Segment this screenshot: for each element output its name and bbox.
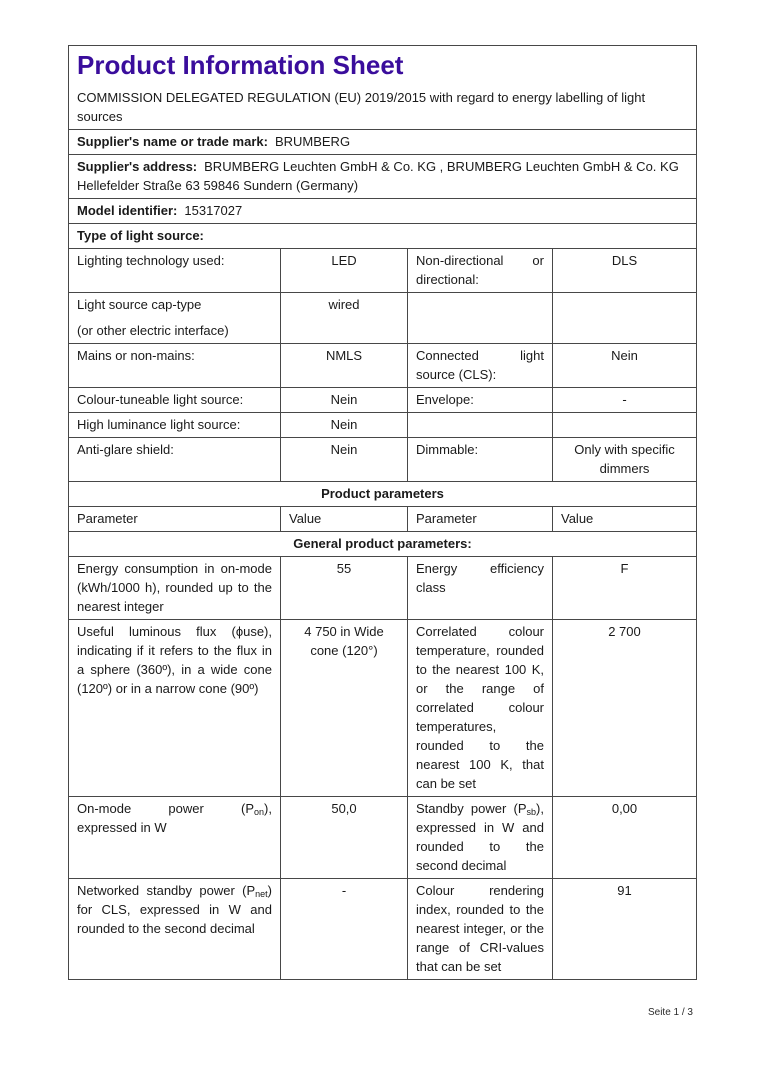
value-cell: 0,00 [553,797,697,879]
value-cell: Only with specific dimmers [553,438,697,482]
param-cell: Correlated colour temperature, rounded to the nearest 100 K, or the range of correlated colour temperatures, rounded to the nearest 100 K, that can be set [408,620,553,797]
supplier-name-label: Supplier's name or trade mark: [77,134,268,149]
column-header: Parameter [408,507,553,532]
value-cell: 4 750 in Wide cone (120°) [281,620,408,797]
param-cell: Colour-tuneable light source: [69,388,281,413]
supplier-address-label: Supplier's address: [77,159,198,174]
supplier-address-row [69,155,697,199]
supplier-address-cell [69,155,697,199]
page-title: Product Information Sheet [77,50,404,80]
param-cell: Energy consumption in on-mode (kWh/1000 h), rounded up to the nearest integer [69,557,281,620]
page-number: Seite 1 / 3 [647,1007,693,1018]
value-cell: 50,0 [281,797,408,879]
param-cell: Energy efficiency class [408,557,553,620]
param-cell: Lighting technology used: [69,249,281,293]
param-cell: Dimmable: [408,438,553,482]
param-line: On-mode power $(P_{on})$, [77,801,272,817]
supplier-name-row [69,130,697,155]
title-row [69,46,697,130]
type-of-light-source-label: Type of light source: [77,228,204,243]
supplier-address-value: BRUMBERG Leuchten GmbH & Co. KG , BRUMBERG Leuchten GmbH & Co. KG Hellefelder Straße 63 59846 Sundern (Germany) [77,159,679,193]
param-cell: Envelope: [408,388,553,413]
param-cell: Anti-glare shield: [69,438,281,482]
supplier-name-cell [69,130,697,155]
section-title-row [69,482,697,507]
table-row [69,388,697,413]
product-info-sheet [68,45,696,1019]
value-cell: 55 [281,557,408,620]
table-row [69,249,697,293]
table-row [69,620,697,797]
param-line: expressed in W [77,820,167,835]
model-identifier-cell [69,199,697,224]
model-identifier-value: 15317027 [184,203,243,218]
table-row [69,797,697,879]
value-cell: 2 700 [553,620,697,797]
column-header: Value [553,507,697,532]
param-cell: Mains or non-mains: [69,344,281,388]
model-identifier-label: Model identifier: [77,203,178,218]
value-cell: F [553,557,697,620]
value-cell: Nein [553,344,697,388]
empty-cell [408,293,553,344]
table-row [69,293,697,344]
empty-cell [553,413,697,438]
param-cell [69,293,281,344]
section-title: Product parameters [69,482,697,507]
title-cell [69,46,697,130]
section-subtitle: General product parameters: [69,532,697,557]
table-row [69,438,697,482]
param-cell: Colour rendering index, rounded to the nearest integer, or the range of CRI-values that can be set [408,879,553,980]
value-cell: Nein [281,438,408,482]
param-line: (or other electric interface) [77,323,229,338]
param-cell [69,797,281,879]
param-cell: Non-directional or directional: [408,249,553,293]
value-cell: - [553,388,697,413]
value-cell: Nein [281,388,408,413]
param-cell: Useful luminous flux (ϕuse), indicating if it refers to the flux in a sphere (360º), in a wide cone (120º) or in a narrow cone (90º) [69,620,281,797]
value-cell: NMLS [281,344,408,388]
param-cell: Connected light source (CLS): [408,344,553,388]
type-of-light-source-row [69,224,697,249]
value-cell: Nein [281,413,408,438]
column-header: Value [281,507,408,532]
product-info-table [68,45,697,980]
type-of-light-source-cell [69,224,697,249]
empty-cell [408,413,553,438]
param-cell: Standby power $(P_{sb})$, expressed in W and rounded to the second decimal [408,797,553,879]
param-cell: High luminance light source: [69,413,281,438]
value-cell: - [281,879,408,980]
column-header-row [69,507,697,532]
supplier-name-value: BRUMBERG [274,134,351,149]
value-cell: LED [281,249,408,293]
empty-cell [553,293,697,344]
value-cell: DLS [553,249,697,293]
table-row [69,413,697,438]
value-cell: 91 [553,879,697,980]
column-header: Parameter [69,507,281,532]
table-row [69,557,697,620]
model-identifier-row [69,199,697,224]
param-cell: Networked standby power $(P_{net})$ for CLS, expressed in W and rounded to the second decimal [69,879,281,980]
param-line: Light source cap-type [77,297,202,312]
value-cell: wired [281,293,408,344]
section-title-row [69,532,697,557]
table-row [69,879,697,980]
table-row [69,344,697,388]
regulation-subtitle: COMMISSION DELEGATED REGULATION (EU) 2019/2015 with regard to energy labelling of light sources [77,90,646,124]
